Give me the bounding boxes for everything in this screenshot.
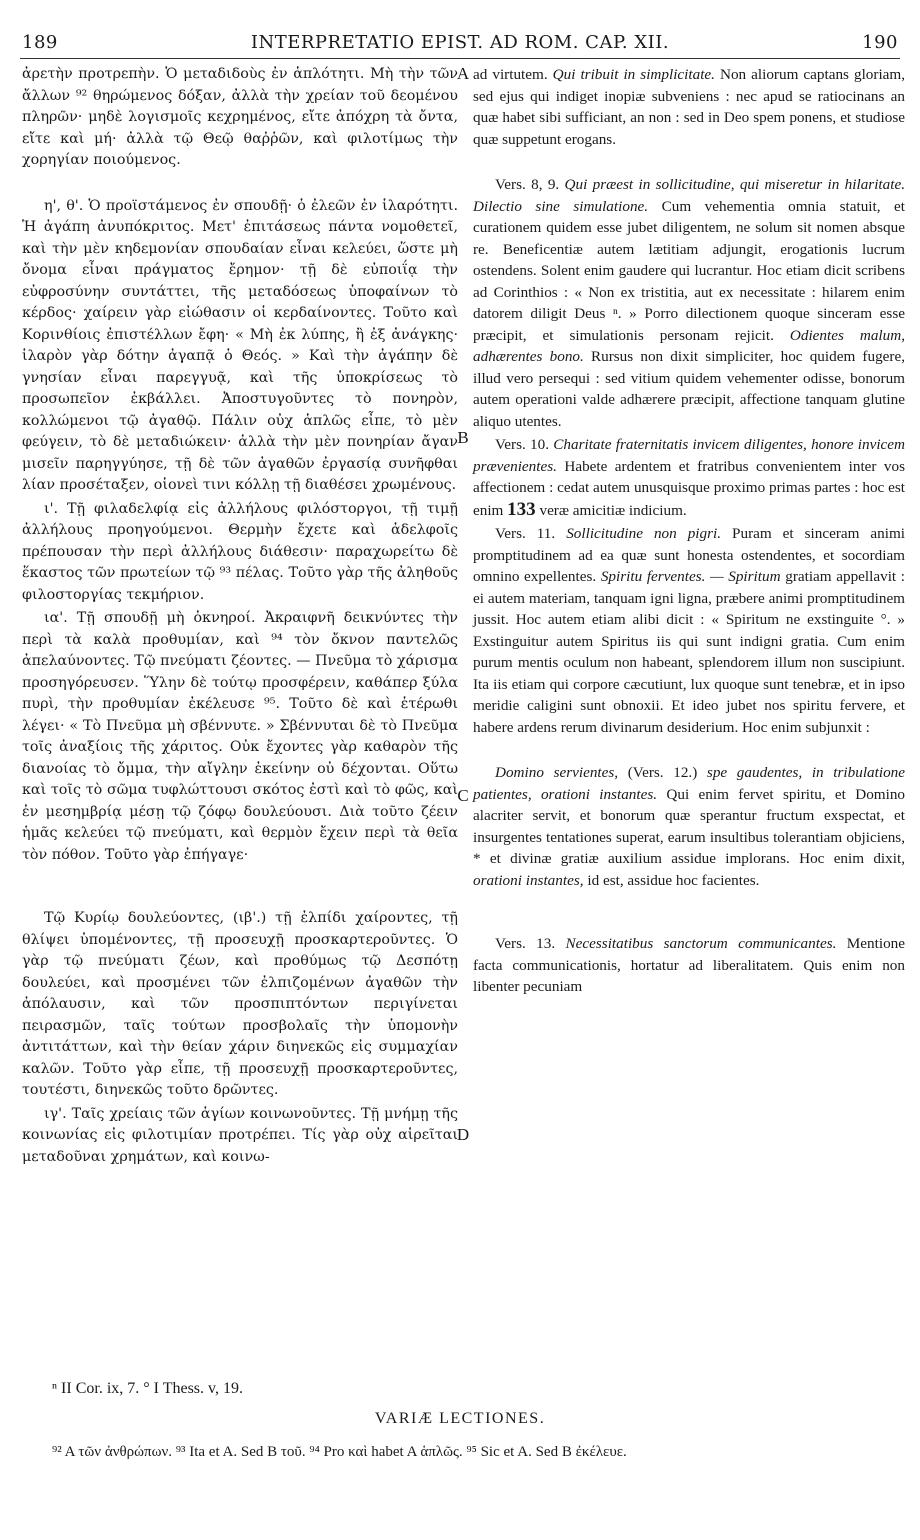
greek-paragraph-4: ια'. Τῇ σπουδῇ μὴ ὀκνηροί. Ἀκραιφνῆ δεικνύντες τὴν περὶ τὰ καλὰ προθυμίαν, καὶ ⁹⁴ τὸν ὄκνον παντελῶς ἀπελαύνοντες. Τῷ πνεύματι ζέοντες. — Πνεῦμα τὸ χάρισμα προσηγόρευσεν. Ὕλην δὲ τούτῳ προσφέρειν, καθάπερ ξύλα πυρὶ, τὴν προθυμίαν ἐκέλευσε ⁹⁵. Τοῦτο δὲ καὶ ἑτέρωθι λέγει· « Τὸ Πνεῦμα μὴ σβέννυτε. » Σβέννυται δὲ τὸ Πνεῦμα τοῖς ἀναξίοις τῆς χάριτος. Οὐκ ἔχοντες γὰρ καθαρὸν τῆς διανοίας τὸ ὄμμα, τὴν αἴγλην ἐκείνην οὐ δέχονται. Οὕτω καὶ τοῖς τὸ σῶμα τυφλώττουσι σκότος ἐστὶ καὶ τὸ φῶς, καὶ ἐν μεσημβρίᾳ μέσῃ τῷ ζόφῳ δουλεύουσι. Διὰ τοῦτο ζέειν ἡμᾶς κελεύει τῷ πνεύματι, καὶ θερμὸν ἔχειν περὶ τὰ θεῖα τὸν πόθον. Τοῦτο γὰρ ἐπήγαγε·: [22, 610, 458, 863]
latin-text: Non aliorum captans gloriam, sed ejus qui indiget inopiæ subveniens : nec apud se ratiocinans an quæ habet sibi sufficiant, an non : sed in Deo spem ponens, et studiose quæ suppetunt erogans.: [473, 66, 906, 148]
latin-lemma: Qui tribuit in simplicitate.: [552, 66, 715, 83]
latin-text: id est, assidue hoc facientes.: [587, 871, 760, 889]
latin-text: gratiam appellavit : ei autem materiam, tanquam igni ligna, præbere animi promptitudinem jussit. Hoc autem etiam alibi dicit : « Spiritum ne exstinguite °. » Exstinguitur autem Spiritus iis qui sunt indigni gratia. Cum enim purum mentis oculum non habeant, splendorem illum non suscipiunt. Ita iis etiam qui corpore cæcutiunt, lux quoque sunt tenebræ, et in ipso meridie caligini sunt obnoxii. Et ideo jubet nos spiritu fervere, et habere ardens rerum divinarum desiderium. Hoc enim subjunxit :: [473, 568, 905, 736]
latin-paragraph-5: [473, 762, 905, 891]
greek-paragraph-2: η', θ'. Ὁ προϊστάμενος ἐν σπουδῇ· ὁ ἐλεῶν ἐν ἱλαρότητι. Ἡ ἀγάπη ἀνυπόκριτος. Μετ' ἐπιτάσεως πάντα νομοθετεῖ, καὶ τὴν μὲν κηδεμονίαν σπουδαίαν εἶναι κελεύει, ὥστε μὴ ὄνομα εἶναι πράγματος ἔρημον· τῇ δὲ εὐποιΐᾳ τὴν εὐφροσύνην συντάττει, τῆς μεταδόσεως ὑποφαίνων τὸ κέρδος· χαίρειν γὰρ εἰώθασιν οἱ κερδαίνοντες. Τοῦτο καὶ Κορινθίοις ἐπιστέλλων ἔφη· « Μὴ ἐκ λύπης, ἢ ἐξ ἀνάγκης· ἱλαρὸν γὰρ δότην ἀγαπᾷ ὁ Θεός. » Καὶ τὴν ἀγάπην δὲ γνησίαν εἶναι παρεγγυᾷ, καὶ τῆς ὑποκρίσεως τὸ προσωπεῖον ἐκβάλλει. Ἀποστυγοῦντες τὸ πονηρὸν, κολλώμενοι τῷ ἀγαθῷ. Πάλιν οὐχ ἁπλῶς εἶπε, τὸ μὲν φεύγειν, τὸ δὲ μεταδιώκειν· ἀλλὰ τὴν μὲν πονηρίαν ἄγαν μισεῖν παρηγγύησε, τῇ δὲ τῶν ἀγαθῶν ἐργασίᾳ συνῆφθαι λίαν προσέταξεν, οἱονεὶ τινι κόλλῃ τῇ διαθέσει χρωμένους.: [22, 197, 458, 493]
verse-ref: Vers. 8, 9.: [495, 176, 560, 193]
latin-text: Qui enim fervet spiritu, et Domino alacriter servit, et bonorum quæ sperantur fructum exspectat, et insurgentes tentationes superat, earum insultibus tolerantiam objiciens, * et divinæ gratiæ auxilium assidue implorans. Hoc enim dixit,: [473, 785, 906, 867]
greek-paragraph-6: ιγ'. Ταῖς χρείαις τῶν ἁγίων κοινωνοῦντες. Τῇ μνήμῃ τῆς κοινωνίας εἰς φιλοτιμίαν προτρέπει. Τίς γὰρ οὐχ αἱρεῖται μεταδοῦναι χρημάτων, καὶ κοινω-: [22, 1105, 458, 1165]
greek-column: [22, 64, 458, 1170]
greek-paragraph-3: ι'. Τῇ φιλαδελφίᾳ εἰς ἀλλήλους φιλόστοργοι, τῇ τιμῇ ἀλλήλους προηγούμενοι. Θερμὴν ἔχετε καὶ ἀδελφοῖς πρέπουσαν τὴν περὶ ἀλλήλους διάθεσιν· παραχωρείτω δὲ ἕκαστος τῶν πρωτείων τῷ ⁹³ πέλας. Τοῦτο γὰρ τῆς ἀληθοῦς φιλοστοργίας τεκμήριον.: [22, 500, 458, 603]
header-rule: [20, 58, 900, 59]
latin-lemma: Sollicitudine non pigri.: [566, 525, 722, 542]
latin-paragraph-3: [473, 434, 905, 521]
greek-paragraph-5: Τῷ Κυρίῳ δουλεύοντες, (ιβ'.) τῇ ἐλπίδι χαίροντες, τῇ θλίψει ὑπομένοντες, τῇ προσευχῇ προσκαρτεροῦντες. Ὁ γὰρ τῷ πνεύματι ζέων, καὶ προθύμως τῷ Δεσπότῃ δουλεύει, καὶ προσμένει τῶν ἐλπιζομένων ἀγαθῶν τὴν ἀπόλαυσιν, καὶ τῶν προσπιπτόντων περιγίνεται πειρασμῶν, ταῖς τούτων προσβολαῖς τὴν ὑπομονὴν ἀντιτάττων, καὶ τὴν θείαν χάριν διηνεκῶς εἰς συμμαχίαν καλῶν. Τοῦτο γὰρ εἶπε, τῇ προσευχῇ προσκαρτεροῦντες, τουτέστι, διηνεκῶς τοῦτο δρῶντες.: [22, 910, 458, 1098]
latin-paragraph-2: [473, 174, 905, 432]
variae-lectiones-title: VARIÆ LECTIONES.: [374, 1410, 546, 1427]
verse-ref: Vers. 13.: [495, 935, 556, 952]
verse-ref: Vers. 11.: [495, 525, 556, 542]
latin-paragraph-1: [473, 64, 905, 150]
latin-text: Habete ardentem et fratribus convenientem inter vos affectionem : cedat autem unusquisque proximo primas partes : hoc est enim: [473, 457, 906, 519]
verse-ref: Vers. 10.: [495, 436, 550, 453]
latin-column: [473, 64, 905, 1000]
running-title: INTERPRETATIO EPIST. AD ROM. CAP. XII.: [250, 32, 670, 53]
latin-text: Cum vehementia omnia statuit, et curationem quidem esse jubet diligentem, ne solum sit nomen absque re. Beneficentiæ autem lætitiam adjungit, erogationis lucrum ostendens. Solent enim gaudere qui lucrantur. Hoc etiam dicit scribens ad Corinthios : « Non ex tristitia, aut ex necessitate : hilarem enim datorem diligit Deus ⁿ. » Porro dilectionem quoque sinceram esse præcipit, et simulationis personam rejicit.: [473, 197, 905, 344]
page-number-left: 189: [22, 32, 58, 53]
column-number: 133: [507, 498, 536, 520]
latin-text: Mentione facta communicationis, hortatur ad liberalitatem. Quis enim non libenter pecuniam: [473, 935, 906, 995]
margin-marker-a: A: [456, 64, 470, 83]
variae-lectiones: ⁹² A τῶν ἀνθρώπων. ⁹³ Ita et A. Sed B τοῦ. ⁹⁴ Pro καὶ habet A ἁπλῶς. ⁹⁵ Sic et A. Sed B ἐκέλευε.: [52, 1444, 627, 1460]
latin-lemma: Charitate fraternitatis invicem diligentes, honore invicem prævenientes.: [473, 436, 905, 475]
latin-text: Rursus non dixit simpliciter, hoc quidem fugere, illud vero persequi : sed vitium quidem vehementer odisse, bonorum autem operationi valde adhærere præcipit, affectione tanquam glutine aliquo utentes.: [473, 348, 906, 430]
margin-marker-d: D: [456, 1125, 470, 1144]
latin-lemma: Spiritu ferventes. — Spiritum: [600, 568, 781, 585]
latin-lemma: Domino servientes,: [495, 764, 619, 781]
latin-lemma: spe gaudentes, in tribulatione patientes, orationi instantes.: [473, 764, 905, 803]
latin-paragraph-6: [473, 933, 905, 998]
greek-paragraph-1: ἀρετὴν προτρεπὴν. Ὁ μεταδιδοὺς ἐν ἁπλότητι. Μὴ τὴν τῶν ἄλλων ⁹² θηρώμενος δόξαν, ἀλλὰ τὴν χρείαν τοῦ δεομένου πληρῶν· μηδὲ λογισμοῖς κεχρημένος, εἴτε ἀπόχρη τὰ ὄντα, εἴτε καὶ μή· ἀλλὰ τῷ Θεῷ θαῤῥῶν, καὶ φιλοτίμως τὴν χορηγίαν ποιούμενος.: [22, 66, 458, 168]
latin-lemma: orationi instantes,: [473, 871, 584, 889]
latin-text: veræ amicitiæ indicium.: [539, 501, 687, 519]
latin-lemma: Necessitatibus sanctorum communicantes.: [565, 935, 837, 952]
margin-marker-c: C: [457, 786, 469, 805]
verse-ref: (Vers. 12.): [627, 764, 698, 781]
page-number-right: 190: [862, 32, 898, 53]
page-header: [22, 32, 898, 56]
latin-text: ad virtutem.: [473, 66, 548, 83]
latin-lemma: Odientes malum, adhærentes bono.: [473, 326, 905, 365]
latin-lemma: Qui præest in sollicitudine, qui miseretur in hilaritate. Dilectio sine simulatione.: [473, 176, 905, 215]
margin-marker-b: B: [457, 428, 469, 447]
footnote: ⁿ II Cor. ix, 7. ° I Thess. v, 19.: [52, 1380, 243, 1397]
latin-paragraph-4: [473, 523, 905, 738]
latin-text: Puram et sinceram animi promptitudinem ad ea quæ sunt honesta ostendentes, et socordiam omnino expellentes.: [473, 525, 905, 585]
